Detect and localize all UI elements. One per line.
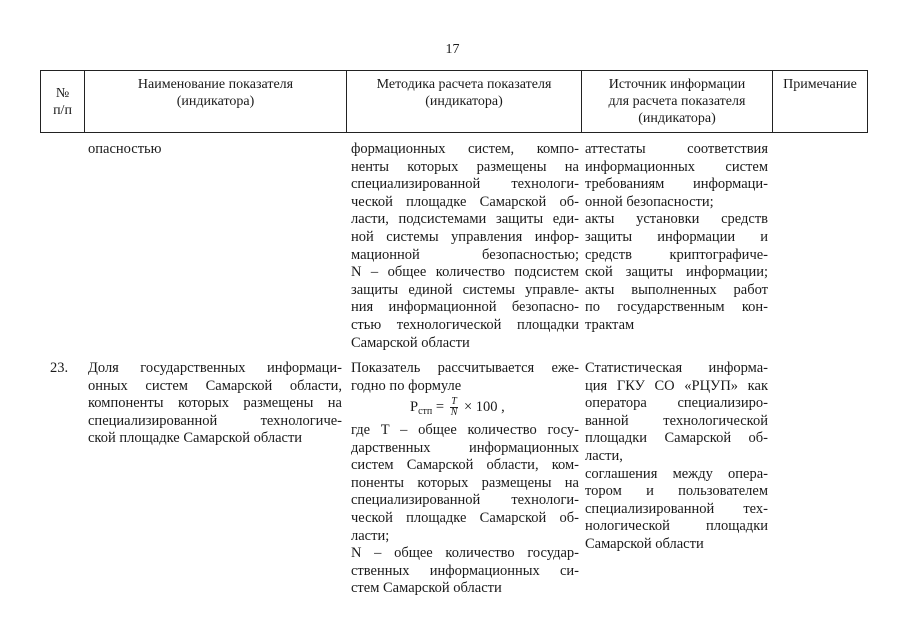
r23-method-line: где T – общее количество госу- [351,422,579,438]
r23-intro-line: годно по формуле [351,377,462,394]
header-calculation-method: Методика расчета показателя (индикатора) [376,77,552,109]
r23-name-line: онных систем Самарской области, [88,377,342,394]
r23-name-line: специализированной технологиче- [88,412,342,429]
r23-method-line: ственных информационных си- [351,562,579,579]
cont-source-line: по государственным кон- [585,299,768,316]
r23-name-line: Доля государственных информаци- [88,360,342,376]
cont-method-line: формационных систем, компо- [351,141,579,157]
header-note: Примечание [783,77,857,92]
cont-method-line: ласти, подсистемами защиты еди- [351,211,579,228]
cont-source-line: средств криптографиче- [585,246,768,263]
cont-source-line: защиты информации и [585,229,768,245]
r23-source-line: оператора специализиро- [585,395,768,412]
r23-method-line: поненты которых размещены на [351,474,579,491]
cont-method-line: Самарской области [351,334,470,351]
row-23-formula [410,397,505,418]
r23-source-line: Статистическая информа- [585,360,768,376]
cont-source-line: акты установки средств [585,211,768,228]
r23-source-line: площадки Самарской об- [585,430,768,447]
formula-equals: = [435,398,445,415]
table-top-border [40,70,868,71]
cont-method-line: ной системы управления инфор- [351,229,579,245]
col-border-5 [867,70,868,133]
r23-name-line: компоненты которых размещены на [88,395,342,412]
r23-source-line: ласти, [585,448,623,464]
cont-source-line: трактам [585,317,635,333]
r23-method-line: стем Самарской области [351,580,502,597]
cont-method-line: специализированной технологи- [351,176,579,193]
cont-method-line: ненты которых размещены на [351,158,579,175]
formula-numerator: T [451,396,457,407]
formula-lhs: P [410,398,419,415]
r23-method-line: ласти; [351,527,390,544]
r23-method-line: ческой площадке Самарской об- [351,510,579,526]
formula-rest: × 100 , [463,398,505,415]
cont-method-line: мационной безопасностью; [351,246,579,263]
cont-method-line: N – общее количество подсистем [351,264,579,281]
header-information-source: Источник информации для расчета показателя (индикатора) [608,77,746,126]
r23-method-line: N – общее количество государ- [351,545,579,562]
cont-method-line: защиты единой системы управле- [351,281,579,298]
formula-denominator: N [450,407,458,418]
r23-source-line: Самарской области [585,536,704,552]
formula-lhs-subscript: стп [418,405,433,417]
cont-method-line: стью технологической площадки [351,317,579,333]
cont-source-line: ской защиты информации; [585,264,768,281]
cont-source-line: аттестаты соответствия [585,141,768,157]
r23-source-line: соглашения между опера- [585,465,768,482]
cont-method-line: ческой площадке Самарской об- [351,193,579,210]
r23-method-line: специализированной технологи- [351,492,579,509]
row-cont-name: опасностью [88,141,162,157]
header-number: № п/п [53,86,72,118]
r23-intro-line: Показатель рассчитывается еже- [351,360,579,376]
r23-name-line: ской площадке Самарской области [88,430,303,447]
formula-fraction [450,397,459,418]
row-23-number: 23. [50,360,69,376]
cont-source-line: акты выполненных работ [585,281,768,298]
header-indicator-name: Наименование показателя (индикатора) [137,77,294,109]
r23-source-line: специализированной тех- [585,500,768,517]
cont-method-line: ния информационной безопасно- [351,299,579,316]
r23-source-line: нологической площадки [585,518,768,535]
r23-source-line: ция ГКУ СО «РЦУП» как [585,377,768,394]
r23-source-line: тором и пользователем [585,483,768,500]
table-header-bottom-border [40,132,868,133]
cont-source-line: онной безопасности; [585,193,714,210]
r23-source-line: ванной технологической [585,412,768,429]
cont-source-line: требованиям информаци- [585,176,768,193]
page-number: 17 [445,42,460,57]
r23-method-line: систем Самарской области, ком- [351,457,579,474]
cont-source-line: информационных систем [585,158,768,175]
r23-method-line: дарственных информационных [351,439,579,456]
